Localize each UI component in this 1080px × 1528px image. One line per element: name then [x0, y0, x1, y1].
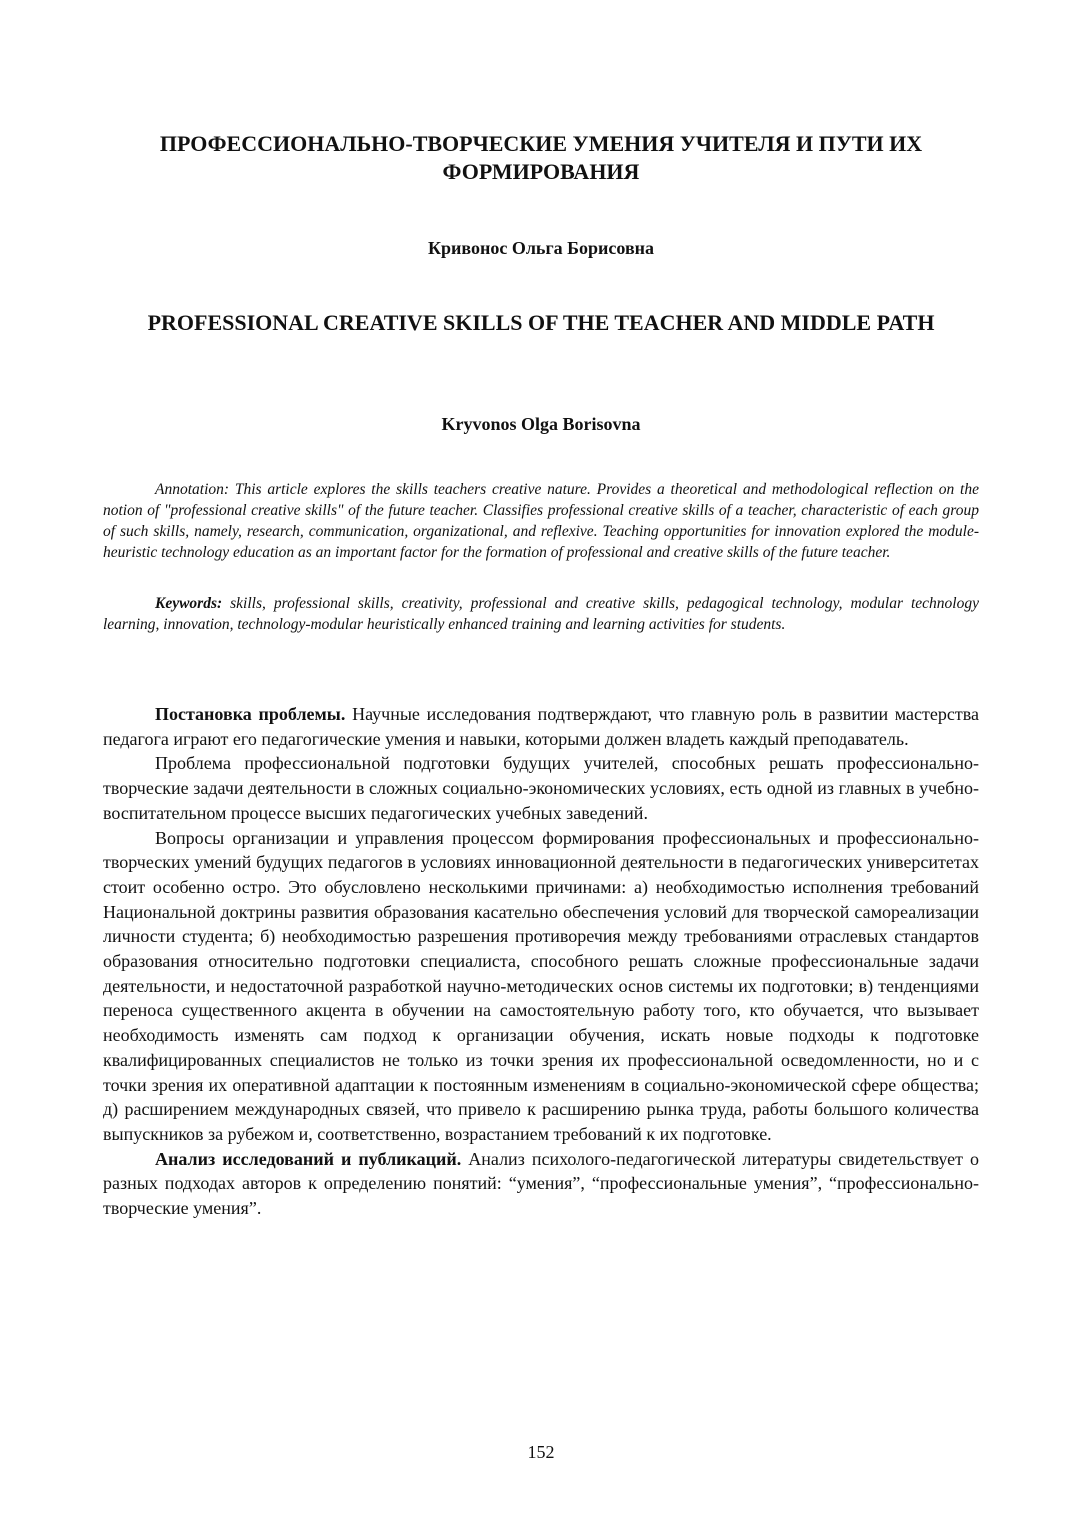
keywords-label: Keywords:	[155, 595, 223, 612]
paragraph-reasons: Вопросы организации и управления процессом формирования профессиональных и профессионально-творческих умений будущих педагогов в условиях инновационной деятельности в педагогических университетах стоит особенно остро. Это обусловлено несколькими причинами: а) необходимостью исполнения требований Национальной доктрины развития образования касательно обеспечения условий для творческой самореализации личности студента; б) необходимостью разрешения противоречия между требованиями отраслевых стандартов образования относительно подготовки специалиста, способного решать сложные профессиональные задачи деятельности, и недостаточной разработкой научно-методических основ системы их подготовки; в) тенденциями переноса существенного акцента в обучении на самостоятельную работу того, кто обучается, что вызывает необходимость изменять сам подход к организации обучения, искать новые подходы к подготовке квалифицированных специалистов не только из точки зрения их профессиональной осведомленности, но и с точки зрения их оперативной адаптации к постоянным изменениям в социально-экономической сфере общества; д) расширением международных связей, что привело к расширению рынка труда, работы большого количества выпускников за рубежом и, соответственно, возрастанием требований к их подготовке.	[103, 827, 979, 1144]
analysis-heading: Анализ исследований и публикаций.	[155, 1148, 462, 1169]
problem-heading: Постановка проблемы.	[155, 704, 346, 724]
title-english: PROFESSIONAL CREATIVE SKILLS OF THE TEACHER AND MIDDLE PATH	[147, 310, 935, 335]
paragraph-analysis	[103, 1147, 979, 1221]
page-number: 152	[527, 1442, 555, 1462]
title-russian: ПРОФЕССИОНАЛЬНО-ТВОРЧЕСКИЕ УМЕНИЯ УЧИТЕЛЯ И ПУТИ ИХ ФОРМИРОВАНИЯ	[159, 131, 923, 184]
problem-text: Научные исследования подтверждают, что главную роль в развитии мастерства педагога играют его педагогические умения и навыки, которыми должен владеть каждый преподаватель.	[103, 704, 979, 749]
article-body	[103, 702, 979, 1221]
author-english: Kryvonos Olga Borisovna	[441, 414, 641, 434]
keywords	[103, 593, 979, 635]
paragraph-training: Проблема профессиональной подготовки будущих учителей, способных решать профессионально-творческие задачи деятельности в сложных социально-экономических условиях, есть одной из главных в учебно-воспитательном процессе высших педагогических учебных заведений.	[103, 753, 979, 823]
paragraph-problem	[103, 702, 979, 751]
author-russian: Кривонос Ольга Борисовна	[427, 238, 655, 258]
annotation: Annotation: This article explores the skills teachers creative nature. Provides a theoretical and methodological reflection on the notion of "professional creative skills" of the future teacher. Classifies professional creative skills of a teacher, characteristic of each group of such skills, namely, research, communication, organizational, and reflexive. Teaching opportunities for innovation explored the module-heuristic technology education as an important factor for the formation of professional and creative skills of the future teacher.	[103, 481, 979, 561]
analysis-text: Анализ психолого-педагогической литературы свидетельствует о разных подходах авторов к определению понятий: “умения”, “профессиональные умения”, “профессионально-творческие умения”.	[103, 1148, 979, 1219]
paper-page	[103, 0, 979, 1528]
keywords-text: skills, professional skills, creativity, professional and creative skills, pedagogical technology, modular technology learning, innovation, technology-modular heuristically enhanced training and learning activities for students.	[103, 595, 979, 633]
